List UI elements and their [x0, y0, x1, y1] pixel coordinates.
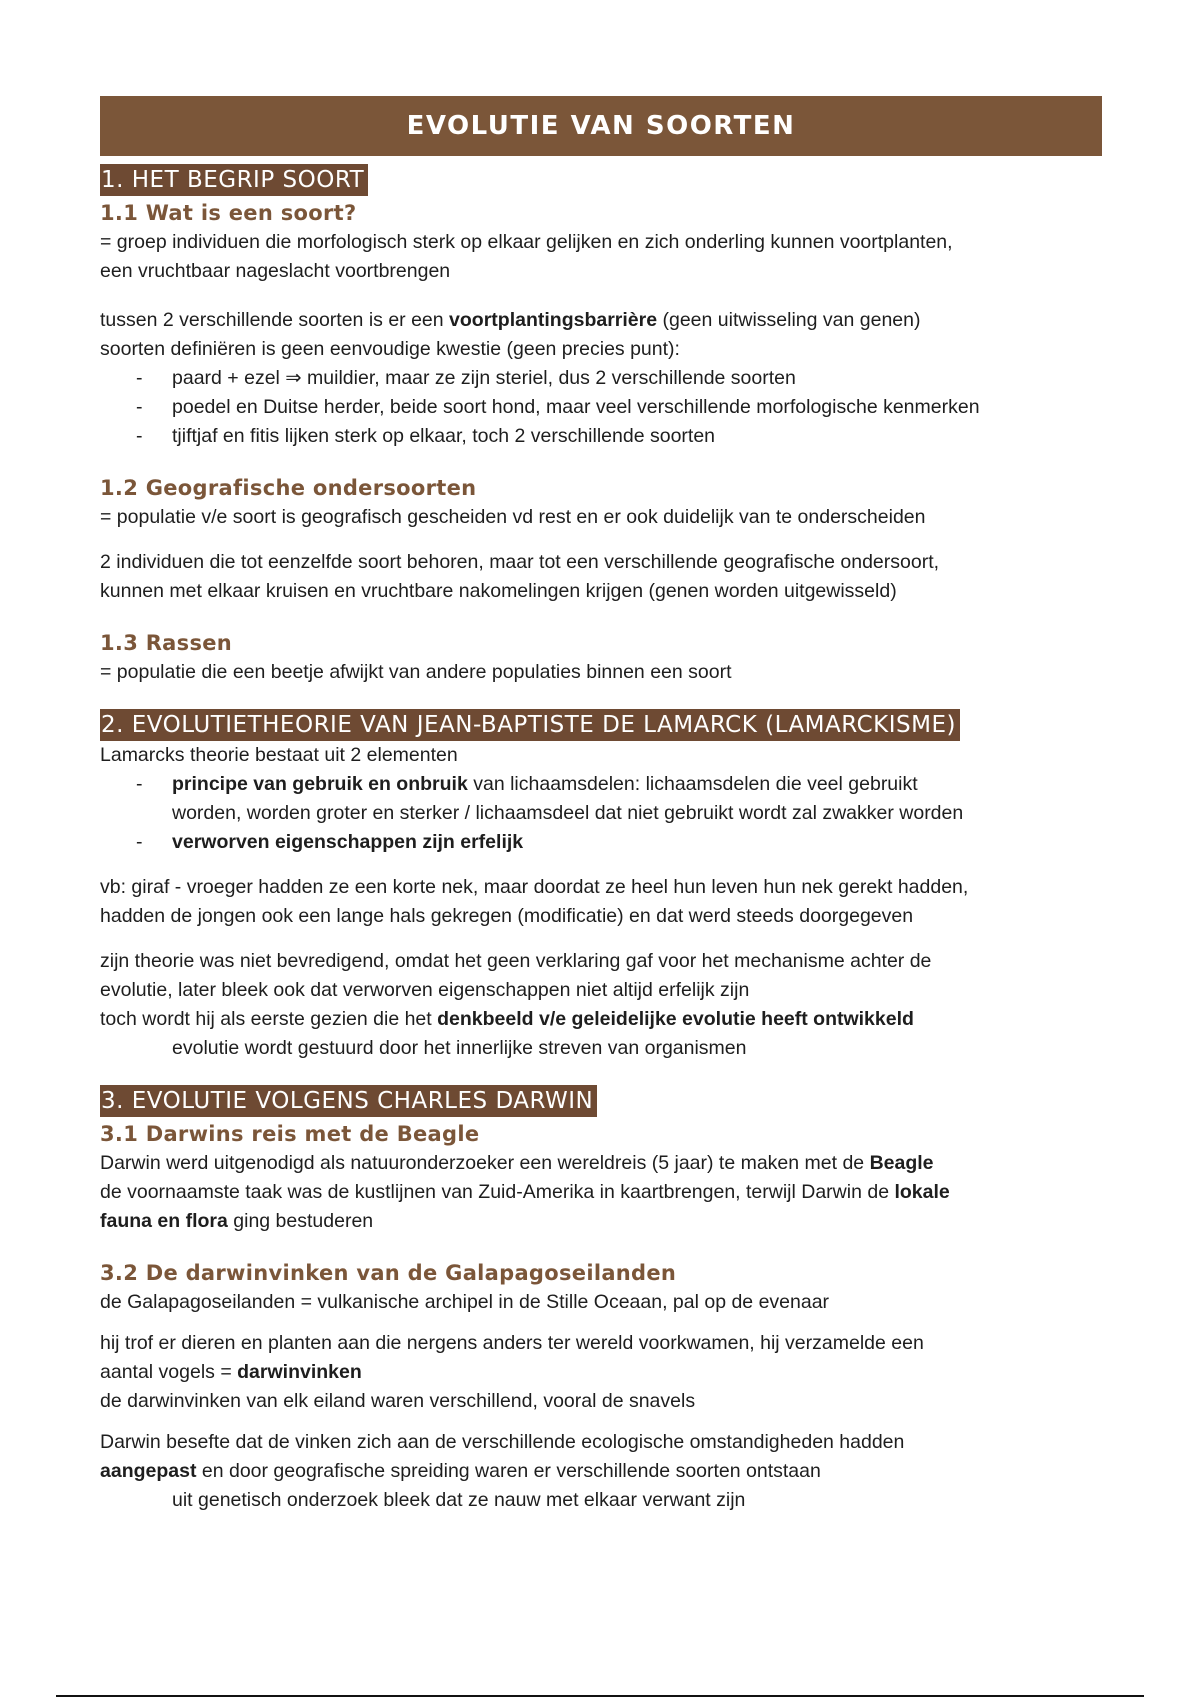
lamarck-intro: Lamarcks theorie bestaat uit 2 elementen [100, 744, 458, 766]
section-1-2-heading: 1.2 Geografische ondersoorten [100, 476, 477, 500]
list-item: - tjiftjaf en fitis lijken sterk op elkaar, toch 2 verschillende soorten [136, 425, 716, 447]
lamarck-elements-list [100, 770, 1102, 857]
aanpassing-paragraph: Darwin besefte dat de vinken zich aan de verschillende ecologische omstandigheden hadden aangepast en door geografische spreiding waren er verschillende soorten ontstaan uit genetisch onderzoek bleek dat ze nauw met elkaar verwant zijn [100, 1431, 905, 1511]
darwinvinken-paragraph: hij trof er dieren en planten aan die nergens anders ter wereld voorkwamen, hij verzamelde een aantal vogels = darwinvinken de darwinvinken van elk eiland waren verschillend, vooral de snavels [100, 1332, 924, 1412]
section-1-3-heading: 1.3 Rassen [100, 631, 233, 655]
page-footer-rule [56, 1695, 1144, 1697]
list-item: - verworven eigenschappen zijn erfelijk [136, 831, 524, 853]
section-1-heading: 1. HET BEGRIP SOORT [100, 164, 368, 196]
lamarck-evaluation: zijn theorie was niet bevredigend, omdat het geen verklaring gaf voor het mechanisme achter de evolutie, later bleek ook dat verworven eigenschappen niet altijd erfelijk zijn toch wordt hij als eerste gezien die het denkbeeld v/e geleidelijke evolutie heeft ontwikkeld evolutie wordt gestuurd door het innerlijke streven van organismen [100, 950, 932, 1059]
section-1-1-heading: 1.1 Wat is een soort? [100, 201, 357, 225]
soorten-examples-list [100, 364, 1102, 451]
galapagos-definition: de Galapagoseilanden = vulkanische archipel in de Stille Oceaan, pal op de evenaar [100, 1291, 830, 1313]
definition-soort: = groep individuen die morfologisch sterk op elkaar gelijken en zich onderling kunnen voortplanten, een vruchtbaar nageslacht voortbrengen [100, 231, 953, 282]
beagle-paragraph: Darwin werd uitgenodigd als natuuronderzoeker een wereldreis (5 jaar) te maken met de Beagle de voornaamste taak was de kustlijnen van Zuid-Amerika in kaartbrengen, terwijl Darwin de lokale fauna en flora ging bestuderen [100, 1152, 950, 1232]
definition-rassen: = populatie die een beetje afwijkt van andere populaties binnen een soort [100, 661, 732, 683]
document-title: EVOLUTIE VAN SOORTEN [100, 96, 1102, 156]
section-2-heading: 2. EVOLUTIETHEORIE VAN JEAN-BAPTISTE DE LAMARCK (LAMARCKISME) [100, 709, 960, 741]
section-3-1-heading: 3.1 Darwins reis met de Beagle [100, 1122, 480, 1146]
section-3-2-heading: 3.2 De darwinvinken van de Galapagoseilanden [100, 1261, 677, 1285]
section-3-heading: 3. EVOLUTIE VOLGENS CHARLES DARWIN [100, 1085, 597, 1117]
list-item: - poedel en Duitse herder, beide soort hond, maar veel verschillende morfologische kenmerken [136, 396, 980, 418]
document-page [100, 96, 1102, 1515]
giraf-example: vb: giraf - vroeger hadden ze een korte nek, maar doordat ze heel hun leven hun nek gerekt hadden, hadden de jongen ook een lange hals gekregen (modificatie) en dat werd steeds doorgegeven [100, 876, 969, 927]
list-item: - principe van gebruik en onbruik van lichaamsdelen: lichaamsdelen die veel gebruikt worden, worden groter en sterker / lichaamsdeel dat niet gebruikt wordt zal zwakker worden [136, 773, 964, 824]
definition-ondersoort: = populatie v/e soort is geografisch gescheiden vd rest en er ook duidelijk van te onderscheiden [100, 506, 926, 528]
paragraph-voortplantingsbarriere: tussen 2 verschillende soorten is er een voortplantingsbarrière (geen uitwisseling van genen) soorten definiëren is geen eenvoudige kwestie (geen precies punt): [100, 309, 921, 360]
paragraph-ondersoort: 2 individuen die tot eenzelfde soort behoren, maar tot een verschillende geografische ondersoort, kunnen met elkaar kruisen en vruchtbare nakomelingen krijgen (genen worden uitgewisseld) [100, 551, 940, 602]
list-item: - paard + ezel ⇒ muildier, maar ze zijn steriel, dus 2 verschillende soorten [136, 367, 796, 389]
